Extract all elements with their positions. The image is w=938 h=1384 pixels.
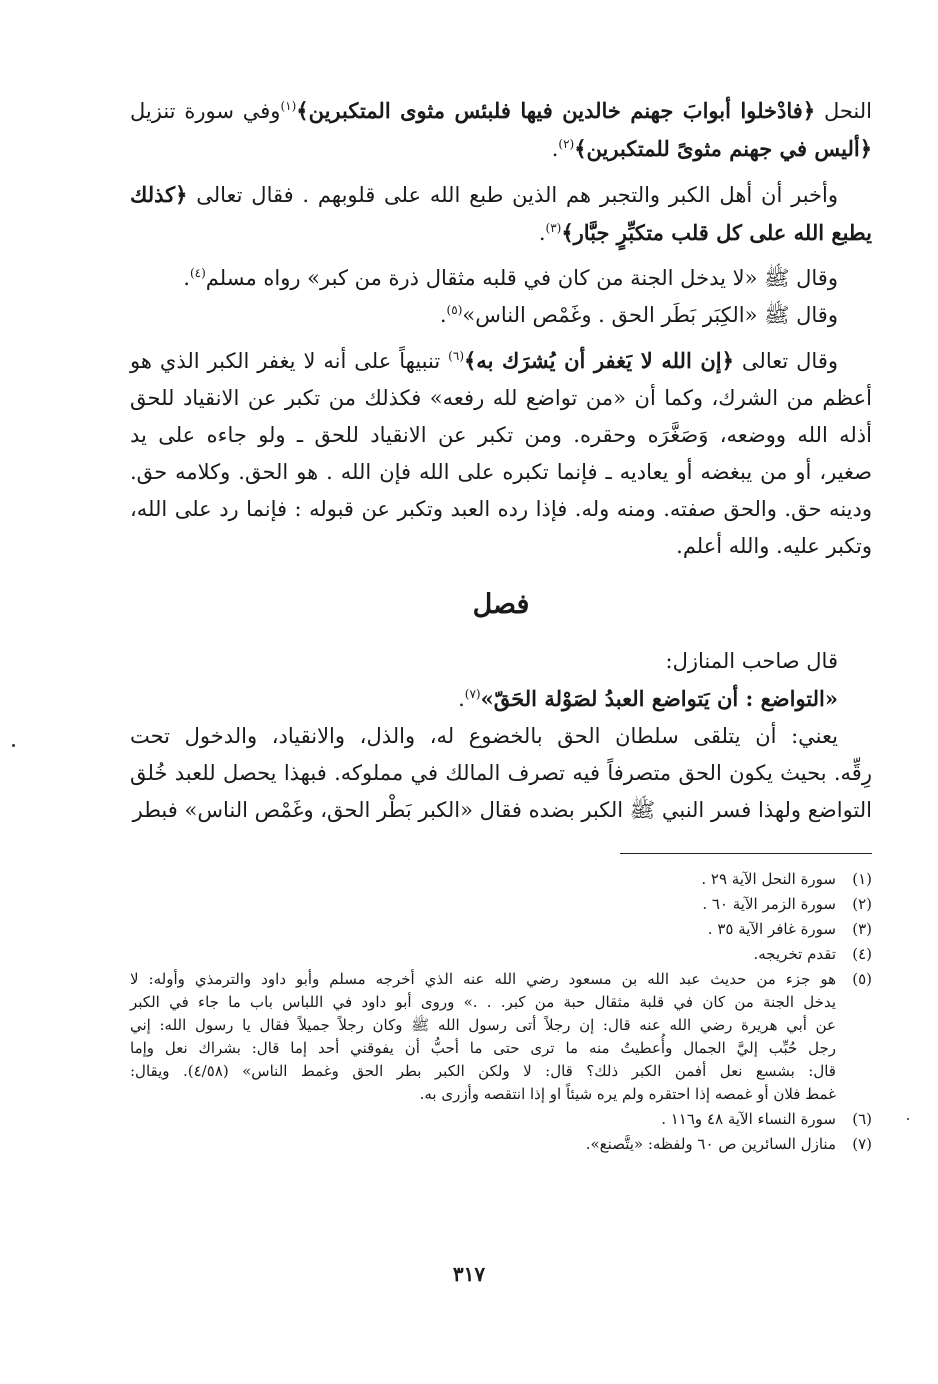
text-run: . bbox=[439, 303, 447, 327]
text-line bbox=[130, 342, 872, 380]
footnote-line: تقدم تخريجه. bbox=[753, 945, 836, 963]
text-line bbox=[130, 755, 872, 792]
footnote-line: قال: بشسع نعل أفمن الكبر ذلك؟ قال: لا ولكن الكبر بطر الحق وغمط الناس» (٤/٥٨). ويقال: bbox=[130, 1062, 836, 1080]
footnote-divider bbox=[620, 853, 872, 854]
footnote-text bbox=[130, 893, 836, 916]
text-run: صغير، أو من يبغضه أو يعاديه ـ فإنما تكبره على الله فإن الله . هو الحق. وكلامه حق. bbox=[130, 460, 872, 484]
footnote-item bbox=[130, 868, 872, 891]
quoted-verse: ﴿إن الله لا يَغفر أن يُشرَك به﴾ bbox=[464, 348, 734, 373]
scan-speck bbox=[907, 1118, 909, 1120]
text-line bbox=[130, 528, 872, 565]
paragraph-3 bbox=[130, 260, 872, 297]
text-run: النحل bbox=[815, 99, 872, 123]
paragraph-1 bbox=[130, 92, 872, 168]
scan-speck bbox=[12, 744, 15, 747]
footnote-line: عن أبي هريرة رضي الله عنه قال: إن رجلاً أتى رسول الله ﷺ وكان رجلاً جميلاً فقال يا رسول الله: إني bbox=[130, 1016, 836, 1034]
text-run: . bbox=[551, 137, 559, 161]
text-line bbox=[130, 380, 872, 417]
text-line bbox=[130, 260, 872, 297]
footnote-ref[interactable]: (٦) bbox=[448, 349, 464, 363]
footnote-text bbox=[130, 968, 836, 1106]
text-run: وفي سورة تنزيل bbox=[130, 99, 281, 123]
footnotes bbox=[130, 868, 872, 1158]
footnote-line: سورة غافر الآية ٣٥ . bbox=[707, 920, 836, 938]
text-run: . bbox=[183, 266, 190, 290]
text-run: تنبيهاً على أنه لا يغفر الكبر الذي هو bbox=[130, 349, 449, 373]
paragraph-2 bbox=[130, 176, 872, 252]
footnote-item bbox=[130, 1108, 872, 1131]
page-number: ٣١٧ bbox=[452, 1262, 486, 1286]
text-line bbox=[130, 680, 872, 718]
footnote-text bbox=[130, 1133, 836, 1156]
footnote-text bbox=[130, 918, 836, 941]
footnote-item bbox=[130, 893, 872, 916]
footnote-item bbox=[130, 943, 872, 966]
footnote-text bbox=[130, 868, 836, 891]
footnote-ref[interactable]: (٣) bbox=[545, 221, 562, 235]
footnote-ref[interactable]: (٢) bbox=[558, 137, 575, 151]
page-body bbox=[130, 92, 872, 837]
text-run: وتكبر عليه. والله أعلم. bbox=[676, 534, 872, 558]
text-line bbox=[130, 176, 872, 214]
text-line bbox=[130, 491, 872, 528]
text-run: أعظم من الشرك، وكما أن «من تواضع لله رفعه» فكذلك من تكبر عن الانقياد للحق bbox=[130, 386, 872, 410]
paragraph-6 bbox=[130, 718, 872, 829]
footnote-ref[interactable]: (٤) bbox=[189, 266, 206, 280]
footnote-number: (٢) bbox=[852, 895, 872, 913]
footnote-line: هو جزء من حديث عبد الله بن مسعود رضي الله عنه الذي أخرجه مسلم وأبو داود والترمذي وأوله: لا bbox=[130, 970, 836, 988]
footnote-line: منازل السائرين ص ٦٠ ولفظه: «يتَّصنع». bbox=[585, 1135, 836, 1153]
quoted-verse: ﴿كذلك bbox=[130, 182, 188, 207]
text-line bbox=[130, 792, 872, 829]
text-run: أذله الله ووضعه، وَصَغَّرَه وحقره. ومن تكبر عن الانقياد للحق ـ ولو جاءه على يد bbox=[130, 423, 872, 447]
text-line bbox=[130, 718, 872, 755]
footnote-line: رجل حُبِّب إليَّ الجمال وأُعطيتُ منه ما ترى حتى ما أحبُّ أن يفوقني أحد إما قال: بشراك نعل وإما bbox=[130, 1039, 837, 1057]
quoted-verse: ﴿فادْخلوا أبوابَ جهنم خالدين فيها فلبئس مثوى المتكبرين﴾ bbox=[296, 98, 816, 123]
footnote-line: غمط فلان أو غمصه إذا احتقره ولم يره شيئاً او إذا انتقصه وأزرى به. bbox=[419, 1085, 836, 1103]
text-line bbox=[130, 417, 872, 454]
section-title: فصل bbox=[472, 589, 530, 620]
text-run: وقال ﷺ «الكِبَر بَطَر الحق . وغَمْص الناس» bbox=[462, 303, 838, 327]
text-run: . bbox=[538, 221, 546, 245]
footnote-text bbox=[130, 1108, 836, 1131]
text-run: رِقِّه. بحيث يكون الحق متصرفاً فيه تصرف المالك في مملوكه. فبهذا يحصل للعبد خُلق bbox=[130, 761, 872, 785]
footnote-number: (١) bbox=[852, 870, 872, 888]
text-run: وقال تعالى bbox=[733, 349, 839, 373]
quoted-verse: ﴿أليس في جهنم مثوىً للمتكبرين﴾ bbox=[574, 136, 872, 161]
footnote-number: (٧) bbox=[852, 1135, 872, 1153]
text-run: ودينه حق. والحق صفته. ومنه وله. فإذا رده العبد وتكبر عن قبوله : فإنما رد على الله، bbox=[130, 497, 872, 521]
footnote-ref[interactable]: (١) bbox=[280, 99, 297, 113]
text-run: التواضع ولهذا فسر النبي ﷺ الكبر بضده فقال «الكبر بَطْر الحق، وغَمْص الناس» فبطر bbox=[132, 798, 872, 822]
text-line bbox=[130, 130, 872, 168]
text-line bbox=[130, 214, 872, 252]
footnote-number: (٦) bbox=[852, 1110, 872, 1128]
text-line bbox=[130, 454, 872, 491]
footnote-text bbox=[130, 943, 836, 966]
footnote-item bbox=[130, 968, 872, 1106]
footnote-line: سورة الزمر الآية ٦٠ . bbox=[702, 895, 836, 913]
definition bbox=[130, 680, 872, 718]
footnote-item bbox=[130, 1133, 872, 1156]
footnote-line: سورة النساء الآية ٤٨ و١١٦ . bbox=[661, 1110, 836, 1128]
quoted-verse: «التواضع : أن يَتواضع العبدُ لصَوْلة الحَقّ» bbox=[480, 686, 838, 711]
intro-line: قال صاحب المنازل: bbox=[665, 649, 838, 673]
footnote-item bbox=[130, 918, 872, 941]
footnote-ref[interactable]: (٧) bbox=[464, 687, 481, 701]
footnote-number: (٣) bbox=[852, 920, 872, 938]
footnote-number: (٥) bbox=[852, 970, 872, 988]
footnote-line: يدخل الجنة من كان في قلبة مثقال حبة من كبر. . .» وروى أبو داود في اللباس باب ما جاء في الكبر bbox=[130, 993, 836, 1011]
text-run: وقال ﷺ «لا يدخل الجنة من كان في قلبه مثقال ذرة من كبر» رواه مسلم bbox=[205, 266, 838, 290]
footnote-number: (٤) bbox=[852, 945, 872, 963]
footnote-ref[interactable]: (٥) bbox=[446, 303, 463, 317]
text-run: يعني: أن يتلقى سلطان الحق بالخضوع له، والذل، والانقياد، والدخول تحت bbox=[130, 724, 838, 748]
quoted-verse: يطبع الله على كل قلب متكبِّرٍ جبَّار﴾ bbox=[561, 220, 872, 245]
text-line bbox=[130, 297, 872, 334]
paragraph-4 bbox=[130, 297, 872, 334]
text-run: وأخبر أن أهل الكبر والتجبر هم الذين طبع الله على قلوبهم . فقال تعالى bbox=[187, 183, 838, 207]
text-run: . bbox=[458, 687, 465, 711]
text-line bbox=[130, 92, 872, 130]
footnote-line: سورة النحل الآية ٢٩ . bbox=[701, 870, 836, 888]
paragraph-5 bbox=[130, 342, 872, 565]
